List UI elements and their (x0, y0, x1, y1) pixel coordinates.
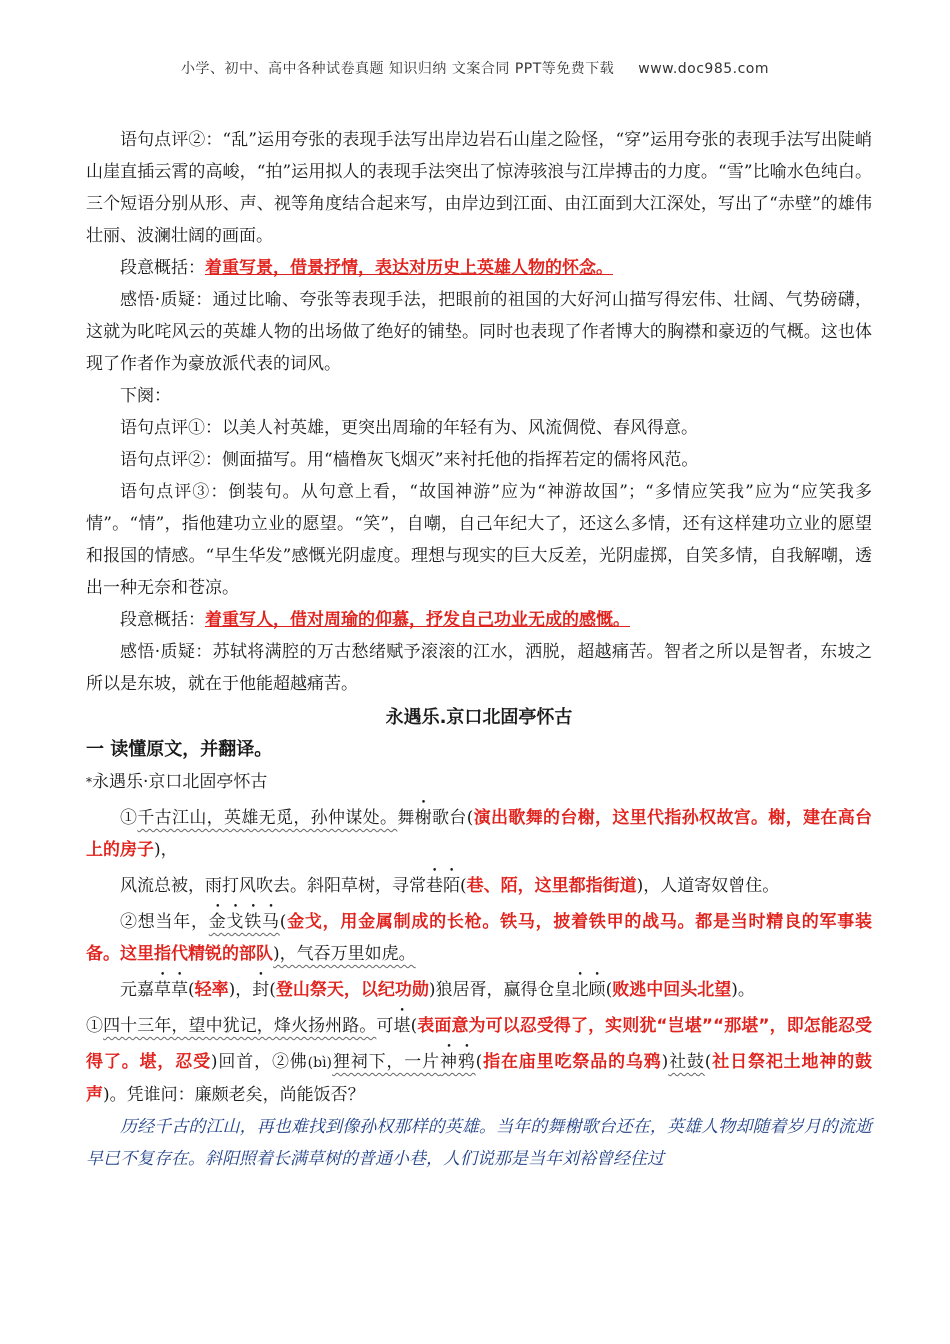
annotation: 演出歌舞的台榭，这里代指孙权故宫。榭，建在高台上的房子 (86, 808, 873, 860)
annotation: 巷、陌，这里都指街道 (466, 876, 637, 896)
text: ) (661, 1052, 669, 1072)
dotted-word: 草草 (154, 980, 188, 1000)
text: )， (228, 980, 253, 1000)
annotation: 败逃中回头北望 (612, 980, 732, 1000)
text: ( (188, 980, 195, 1000)
dotted-word: 榭 (414, 808, 433, 828)
text: ( (410, 1016, 418, 1036)
poem-line (86, 902, 872, 970)
insight-paragraph: 感悟·质疑：通过比喻、夸张等表现手法，把眼前的祖国的大好河山描写得宏伟、壮阔、气势磅礴，这就为叱咤风云的英雄人物的出场做了绝好的铺垫。同时也表现了作者博大的胸襟和豪迈的气概。这也体现了作者作为豪放派代表的词风。 (86, 290, 872, 374)
text: ( (605, 980, 613, 1000)
summary-paragraph (86, 252, 872, 284)
line-number: ① (86, 1016, 104, 1036)
text: )， (154, 840, 178, 860)
text: )，人道寄奴曾住。 (636, 876, 780, 896)
section-heading: 一 读懂原文，并翻译。 (86, 739, 273, 760)
header-text: 小学、初中、高中各种试卷真题 知识归纳 文案合同 PPT等免费下载 (180, 61, 615, 77)
dotted-word: 堪 (393, 1016, 411, 1036)
asterisk-mark: * (86, 775, 92, 789)
wavy-text: 四十三年，望中犹记，烽火扬州路。 (103, 1016, 377, 1036)
poem-heading: 永遇乐.京口北固亭怀古 (385, 707, 573, 728)
annotation: 指在庙里吃祭品的乌鸦 (482, 1052, 662, 1072)
section-label: 下阕： (120, 386, 171, 406)
line-number: ② (271, 1052, 290, 1072)
poem-line (86, 798, 872, 866)
poem-line (86, 970, 872, 1006)
comment-paragraph: 语句点评①：以美人衬英雄，更突出周瑜的年轻有为、风流倜傥、春风得意。 (120, 418, 698, 438)
text: )。凭谁问：廉颇老矣，尚能饭否？ (103, 1085, 365, 1105)
poem-line (86, 1006, 872, 1111)
dotted-word: 金戈铁马 (208, 912, 280, 932)
header-url[interactable]: www.doc985.com (638, 61, 770, 77)
comment-paragraph: 语句点评②：侧面描写。用“樯橹灰飞烟灭”来衬托他的指挥若定的儒将风范。 (120, 450, 699, 470)
dotted-word: 巷陌 (426, 876, 460, 896)
text: 可 (376, 1016, 394, 1036)
text: ( (269, 980, 276, 1000)
text: )。 (731, 980, 755, 1000)
text: 佛 (289, 1052, 308, 1072)
summary-label: 段意概括： (120, 610, 205, 630)
summary-label: 段意概括： (120, 258, 205, 278)
dotted-word: 北顾 (571, 980, 606, 1000)
text: 元嘉 (120, 980, 154, 1000)
dotted-word: 神鸦 (439, 1052, 476, 1072)
summary-emphasis: 着重写景，借景抒情，表达对历史上英雄人物的怀念。 (205, 258, 613, 278)
wavy-text: )，气吞万里如虎。 (273, 944, 416, 964)
text: 歌台( (432, 808, 474, 828)
annotation: 登山祭天，以纪功勋 (275, 980, 429, 1000)
wavy-text: 社鼓 (668, 1052, 705, 1072)
text: ( (475, 1052, 483, 1072)
text: 风流总被，雨打风吹去。斜阳草树，寻常 (120, 876, 426, 896)
wavy-text: 千古江山，英雄无觅，孙仲谋处。 (137, 808, 398, 828)
text: )回首， (210, 1052, 272, 1072)
line-number: ② (120, 912, 138, 932)
poem-title-text: 永遇乐·京口北固亭怀古 (92, 772, 268, 792)
text: 想当年， (137, 912, 209, 932)
line-number: ① (120, 808, 138, 828)
text: ( (279, 912, 287, 932)
annotation: 轻率 (194, 980, 229, 1000)
annotation: 社日祭祀土地神的鼓声 (86, 1052, 873, 1105)
text: ( (460, 876, 467, 896)
summary-paragraph (86, 604, 872, 636)
poem-title (86, 766, 872, 798)
dotted-word: 封 (252, 980, 270, 1000)
poem-line (86, 866, 872, 902)
annotation: 金戈，用金属制成的长枪。铁马，披着铁甲的战马。都是当时精良的军事装备。这里指代精锐的部队 (86, 912, 873, 964)
text: )狼居胥，赢得仓皇 (428, 980, 572, 1000)
text: ( (704, 1052, 712, 1072)
translation-paragraph: 历经千古的江山，再也难找到像孙权那样的英雄。当年的舞榭歌台还在，英雄人物却随着岁月的流逝早已不复存在。斜阳照着长满草树的普通小巷，人们说那是当年刘裕曾经住过 (86, 1117, 872, 1169)
insight-paragraph: 感悟·质疑：苏轼将满腔的万古愁绪赋予滚滚的江水，洒脱，超越痛苦。智者之所以是智者，东坡之所以是东坡，就在于他能超越痛苦。 (86, 642, 872, 694)
pinyin: (bì) (307, 1055, 333, 1071)
annotation: 表面意为可以忍受得了，实则犹“岂堪”“那堪”，即怎能忍受得了。堪，忍受 (86, 1016, 873, 1072)
page-header (0, 58, 950, 78)
document-body (86, 124, 872, 1175)
comment-paragraph: 语句点评②：“乱”运用夸张的表现手法写出岸边岩石山崖之险怪，“穿”运用夸张的表现手法写出陡峭山崖直插云霄的高峻，“拍”运用拟人的表现手法突出了惊涛骇浪与江岸搏击的力度。“雪”比喻水色纯白。三个短语分别从形、声、视等角度结合起来写，由岸边到江面、由江面到大江深处，写出了“赤壁”的雄伟壮丽、波澜壮阔的画面。 (86, 130, 872, 246)
summary-emphasis: 着重写人，借对周瑜的仰慕，抒发自己功业无成的感慨。 (205, 610, 630, 630)
comment-paragraph: 语句点评③：倒装句。从句意上看，“故国神游”应为“神游故国”；“多情应笑我”应为“应笑我多情”。“情”，指他建功立业的愿望。“笑”，自嘲，自己年纪大了，还这么多情，还有这样建功立业的愿望和报国的情感。“早生华发”感慨光阴虚度。理想与现实的巨大反差，光阴虚掷，自笑多情，自我解嘲，透出一种无奈和苍凉。 (86, 482, 872, 598)
text: 舞 (397, 808, 415, 828)
wavy-text: 狸祠下，一片 (332, 1052, 440, 1072)
